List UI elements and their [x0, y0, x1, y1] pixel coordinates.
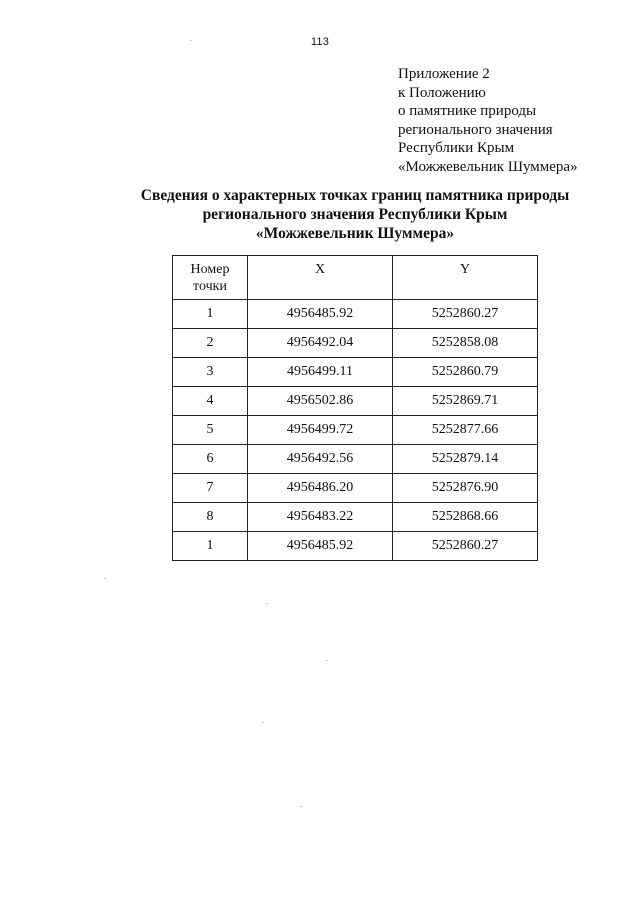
table-header-row	[173, 256, 538, 300]
appendix-line: Республики Крым	[398, 140, 515, 156]
cell-x: 4956486.20	[248, 474, 393, 503]
cell-x: 4956485.92	[248, 532, 393, 561]
appendix-caption	[398, 65, 628, 176]
cell-point-number: 8	[173, 503, 248, 532]
cell-y: 5252879.14	[393, 445, 538, 474]
scan-speck	[190, 40, 192, 41]
cell-y: 5252868.66	[393, 503, 538, 532]
header-point-number-line1: Номер	[190, 261, 230, 277]
cell-x: 4956485.92	[248, 300, 393, 329]
cell-y: 5252877.66	[393, 416, 538, 445]
header-x: X	[248, 256, 393, 300]
cell-point-number: 6	[173, 445, 248, 474]
cell-point-number: 1	[173, 300, 248, 329]
cell-point-number: 5	[173, 416, 248, 445]
header-point-number-line2: точки	[193, 278, 227, 294]
appendix-line: к Положению	[398, 84, 486, 101]
table-row	[173, 387, 538, 416]
title-line: Сведения о характерных точках границ памятника природы	[140, 187, 570, 204]
scan-speck	[326, 660, 328, 661]
title-line: регионального значения Республики Крым	[202, 206, 508, 223]
scan-speck	[262, 722, 264, 723]
scan-speck	[266, 603, 268, 604]
table-row	[173, 532, 538, 561]
cell-y: 5252860.27	[393, 532, 538, 561]
scan-speck	[104, 578, 106, 579]
title-line: «Можжевельник Шуммера»	[255, 225, 455, 242]
table-row	[173, 358, 538, 387]
header-point-number	[173, 256, 248, 300]
cell-point-number: 3	[173, 358, 248, 387]
appendix-line: регионального значения	[398, 121, 553, 138]
appendix-line: о памятнике природы	[398, 103, 537, 119]
table-row	[173, 416, 538, 445]
cell-x: 4956499.72	[248, 416, 393, 445]
cell-point-number: 2	[173, 329, 248, 358]
cell-point-number: 4	[173, 387, 248, 416]
cell-x: 4956492.56	[248, 445, 393, 474]
cell-y: 5252876.90	[393, 474, 538, 503]
header-y: Y	[393, 256, 538, 300]
cell-x: 4956499.11	[248, 358, 393, 387]
table-row	[173, 503, 538, 532]
cell-y: 5252860.79	[393, 358, 538, 387]
cell-y: 5252869.71	[393, 387, 538, 416]
cell-point-number: 1	[173, 532, 248, 561]
cell-x: 4956502.86	[248, 387, 393, 416]
document-title	[0, 186, 640, 243]
page-number: 113	[310, 36, 330, 48]
table-row	[173, 445, 538, 474]
appendix-line: Приложение 2	[398, 66, 490, 82]
cell-x: 4956483.22	[248, 503, 393, 532]
boundary-points-table	[172, 255, 538, 561]
cell-point-number: 7	[173, 474, 248, 503]
cell-y: 5252860.27	[393, 300, 538, 329]
table-row	[173, 474, 538, 503]
table-row	[173, 300, 538, 329]
table-row	[173, 329, 538, 358]
scan-speck	[300, 806, 302, 807]
appendix-line: «Можжевельник Шуммера»	[398, 158, 578, 175]
cell-y: 5252858.08	[393, 329, 538, 358]
cell-x: 4956492.04	[248, 329, 393, 358]
